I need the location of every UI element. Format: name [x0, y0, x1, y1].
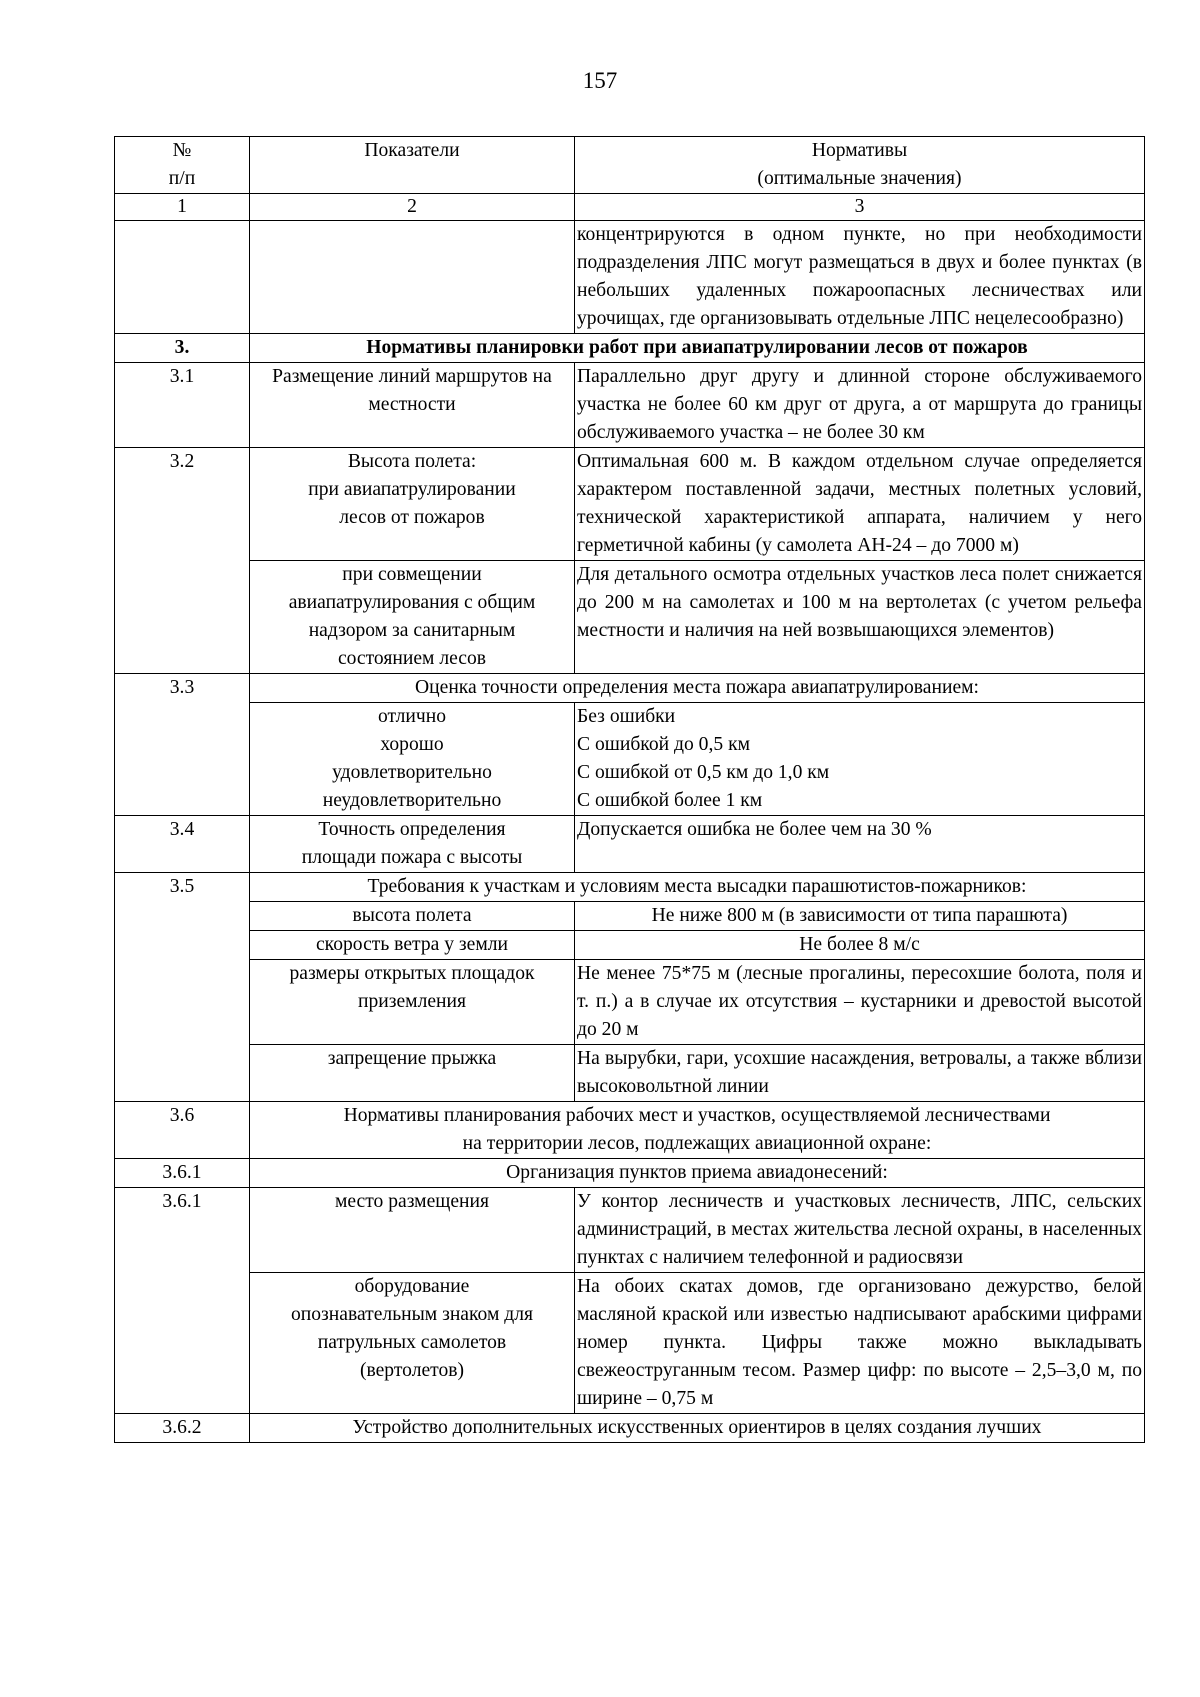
row-indicator: высота полета	[250, 902, 575, 931]
row-number: 3.4	[115, 816, 250, 873]
table-row	[115, 816, 1145, 873]
row-subtitle	[250, 1102, 1145, 1159]
row-norm: Параллельно друг другу и длинной стороне обслуживаемого участка не более 60 км друг от друга, а от маршрута до границы обслуживаемого участка – не более 30 км	[575, 363, 1145, 448]
grade-value: Без ошибки	[577, 706, 676, 727]
norms-table	[114, 136, 1145, 1443]
row-number: 3.6	[115, 1102, 250, 1159]
indicator-line: опознавательным знаком для	[290, 1304, 534, 1325]
indicator-line: при авиапатрулировании	[308, 479, 516, 500]
column-numbers-row	[115, 194, 1145, 221]
header-norms-line: Нормативы	[811, 140, 908, 161]
grade-label: хорошо	[380, 734, 444, 755]
row-indicator	[250, 221, 575, 334]
indicator-line: лесов от пожаров	[339, 507, 485, 528]
row-norm: Не менее 75*75 м (лесные прогалины, пересохшие болота, поля и т. п.) а в случае их отсутствия – кустарники и древостой высотой до 20 м	[575, 960, 1145, 1045]
indicator-line: (вертолетов)	[359, 1360, 465, 1381]
row-indicator	[250, 561, 575, 674]
row-norm: Оптимальная 600 м. В каждом отдельном случае определяется характером поставленной задачи, местных полетных условий, технической характеристикой аппарата, наличием у него герметичной кабины (у самолета АН-24 – до 7000 м)	[575, 448, 1145, 561]
row-norm: У контор лесничеств и участковых лесничеств, ЛПС, сельских администраций, в местах жительства лесной охраны, в населенных пунктах с наличием телефонной и радиосвязи	[575, 1188, 1145, 1273]
row-norm: Для детального осмотра отдельных участков леса полет снижается до 200 м на самолетах и 100 м на вертолетах (с учетом рельефа местности и наличия на ней возвышающихся элементов)	[575, 561, 1145, 674]
table-row	[115, 221, 1145, 334]
table-row	[115, 448, 1145, 561]
row-indicator: запрещение прыжка	[250, 1045, 575, 1102]
row-norm: Допускается ошибка не более чем на 30 %	[575, 816, 1145, 873]
table-row	[115, 1159, 1145, 1188]
indicator-line: Высота полета:	[347, 451, 477, 472]
table-row	[115, 873, 1145, 902]
indicator-line: патрульных самолетов	[317, 1332, 507, 1353]
row-norm: На вырубки, гари, усохшие насаждения, ветровалы, а также вблизи высоковольтной линии	[575, 1045, 1145, 1102]
indicator-line: надзором за санитарным	[308, 620, 516, 641]
row-subtitle: Устройство дополнительных искусственных ориентиров в целях создания лучших	[250, 1414, 1145, 1443]
grade-value: С ошибкой от 0,5 км до 1,0 км	[577, 762, 830, 783]
table-row	[115, 931, 1145, 960]
row-indicator	[250, 960, 575, 1045]
grade-label: неудовлетворительно	[322, 790, 502, 811]
indicator-line: Точность определения	[318, 819, 506, 840]
row-number: 3.5	[115, 873, 250, 1102]
table-row	[115, 1273, 1145, 1414]
table-row	[115, 1414, 1145, 1443]
indicator-line: при совмещении	[342, 564, 482, 585]
header-indicators: Показатели	[250, 137, 575, 194]
row-subtitle: Организация пунктов приема авиадонесений:	[250, 1159, 1145, 1188]
row-norm: Не ниже 800 м (в зависимости от типа парашюта)	[575, 902, 1145, 931]
section-number: 3.	[115, 334, 250, 363]
column-number: 1	[115, 194, 250, 221]
section-row	[115, 334, 1145, 363]
row-number: 3.3	[115, 674, 250, 816]
indicator-line: оборудование	[354, 1276, 470, 1297]
row-number: 3.6.1	[115, 1188, 250, 1414]
indicator-line: приземления	[357, 991, 467, 1012]
subtitle-line: Нормативы планирования рабочих мест и участков, осуществляемой лесничествами	[343, 1105, 1051, 1126]
row-subtitle: Требования к участкам и условиям места высадки парашютистов-пожарников:	[250, 873, 1145, 902]
table-row	[115, 1188, 1145, 1273]
header-norms-line: (оптимальные значения)	[757, 168, 962, 189]
header-number-line: №	[172, 140, 192, 161]
table-row	[115, 703, 1145, 816]
row-indicator	[250, 816, 575, 873]
row-indicator: Размещение линий маршрутов на местности	[250, 363, 575, 448]
section-title: Нормативы планировки работ при авиапатрулировании лесов от пожаров	[250, 334, 1145, 363]
header-number-line: п/п	[168, 168, 196, 189]
row-number: 3.6.2	[115, 1414, 250, 1443]
grade-label: удовлетворительно	[332, 762, 492, 783]
row-number: 3.2	[115, 448, 250, 674]
table-header-row	[115, 137, 1145, 194]
row-norm: концентрируются в одном пункте, но при необходимости подразделения ЛПС могут размещаться в двух и более пунктах (в небольших удаленных пожароопасных лесничествах или урочищах, где организовывать отдельные ЛПС нецелесообразно)	[575, 221, 1145, 334]
row-indicator: место размещения	[250, 1188, 575, 1273]
indicator-line: авиапатрулирования с общим	[288, 592, 536, 613]
row-number: 3.6.1	[115, 1159, 250, 1188]
column-number: 3	[575, 194, 1145, 221]
table-row	[115, 674, 1145, 703]
table-row	[115, 363, 1145, 448]
row-norm	[575, 703, 1145, 816]
table-row	[115, 960, 1145, 1045]
table-row	[115, 1102, 1145, 1159]
header-norms	[575, 137, 1145, 194]
indicator-line: площади пожара с высоты	[301, 847, 523, 868]
row-indicator	[250, 1273, 575, 1414]
row-norm: Не более 8 м/с	[575, 931, 1145, 960]
row-indicator: скорость ветра у земли	[250, 931, 575, 960]
grade-label: отлично	[377, 706, 446, 727]
row-norm: На обоих скатах домов, где организовано дежурство, белой масляной краской или известью надписывают арабскими цифрами номер пункта. Цифры также можно выкладывать свежеоструганным тесом. Размер цифр: по высоте – 2,5–3,0 м, по ширине – 0,75 м	[575, 1273, 1145, 1414]
row-indicator	[250, 448, 575, 561]
table-row	[115, 902, 1145, 931]
table-row	[115, 1045, 1145, 1102]
indicator-line: размеры открытых площадок	[289, 963, 535, 984]
page-number: 157	[582, 68, 618, 93]
subtitle-line: на территории лесов, подлежащих авиационной охране:	[462, 1133, 932, 1154]
grade-value: С ошибкой до 0,5 км	[577, 734, 750, 755]
row-indicator	[250, 703, 575, 816]
column-number: 2	[250, 194, 575, 221]
row-subtitle: Оценка точности определения места пожара авиапатрулированием:	[250, 674, 1145, 703]
indicator-line: состоянием лесов	[337, 648, 487, 669]
row-number: 3.1	[115, 363, 250, 448]
header-number	[115, 137, 250, 194]
table-row	[115, 561, 1145, 674]
row-number	[115, 221, 250, 334]
grade-value: С ошибкой более 1 км	[577, 790, 763, 811]
